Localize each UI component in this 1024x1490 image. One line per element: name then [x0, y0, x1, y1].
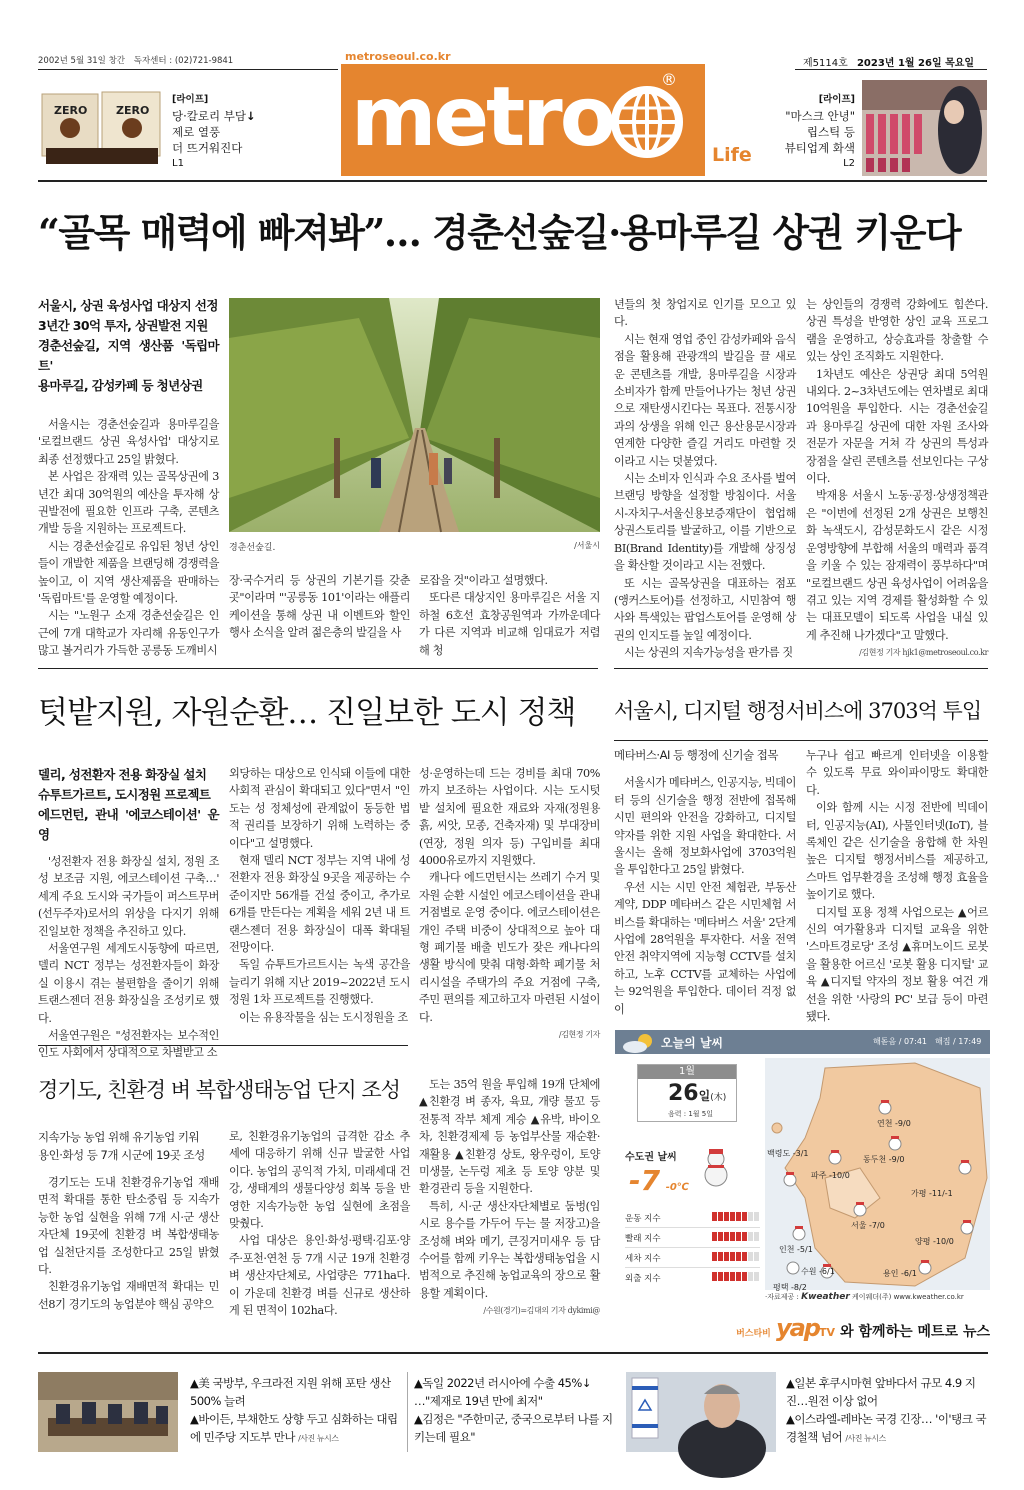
article4-col2: [229, 1128, 410, 1318]
paragraph: 박재용 서울시 노동·공정·상생정책관은 "이번에 선정된 2개 상권은 보행친화 녹색도시, 감성문화도시 같은 시정 운영방향에 부합해 서울의 매력과 품격을 키울 수 있는 잠재력이 풍부하다"며 "로컬브랜드 상권 육성사업이 어려움을 겪고 있는 지역 경제를 활성화할 수 있는 대표모델이 되도록 사업을 내실 있게 추진해 나가겠다"고 말했다.: [806, 489, 988, 642]
teaser-left-line3: 더 뜨거워진다: [172, 141, 243, 155]
bottom-divider-1: [407, 1372, 408, 1452]
paragraph: 외당하는 대상으로 인식돼 이들에 대한 사회적 관심이 확대되고 있다"면서 "인도는 성 정체성에 관계없이 동등한 법적 권리를 보장하기 위해 노력하는 중이다"고 설명했다.: [229, 767, 410, 850]
paragraph: 시는 경춘선숲길로 유입된 청년 상인들이 개발한 제품을 브랜딩해 경쟁력을 높이고, 이 지역 생산제품을 판매하는 '독립마트'를 운영할 예정이다.: [38, 539, 219, 606]
bottom-news-right[interactable]: [786, 1374, 990, 1448]
article4-subhead-1: 지속가능 농업 위해 유기농업 키워: [38, 1130, 200, 1144]
metro-temp-unit: -0℃: [665, 1182, 689, 1193]
paragraph: 우선 시는 시민 안전 체험관, 부동산 계약, DDP 메타버스 같은 시민체험 서비스를 확대하는 '메타버스 서울' 2단계 사업에 28억원을 투자한다. 서울 전역 안전 취약지역에 지능형 CCTV를 설치하고, 노후 CCTV를 교체하는 사업에는 92억원을 투입한다. 데이터 걱정 없이: [614, 880, 796, 1016]
section-rule-1: [38, 668, 598, 669]
city-paju: [811, 1170, 850, 1181]
city-seoul: [851, 1220, 885, 1231]
city-temp: -3/1: [792, 1149, 809, 1158]
news-item-text: ▲바이든, 부채한도 상향 두고 심화하는 대립에 민주당 지도부 만나: [190, 1412, 398, 1444]
photo-credit: /사진 뉴시스: [298, 1434, 339, 1443]
founded-date: 2002년 5월 31일 창간: [38, 56, 126, 66]
article2-headline: 텃밭지원, 자원순환… 진일보한 도시 정책: [38, 695, 576, 731]
paragraph: 서울연구원 세계도시동향에 따르면, 델리 NCT 정부는 성전환자들이 화장실 이용시 겪는 불편함을 줄이기 위해 트랜스젠더 전용 화장실을 조성키로 했다.: [38, 942, 219, 1025]
sunrise: 해돋음 / 07:41: [873, 1037, 928, 1046]
index-bar: [712, 1212, 760, 1224]
city-name: 백령도: [767, 1149, 791, 1158]
article2-col3: [419, 765, 600, 1040]
city-temp: -5/1: [797, 1245, 813, 1254]
photo-caption: 경춘선숲길.: [229, 543, 276, 553]
photo-credit: /사진 뉴시스: [845, 1434, 886, 1443]
metro-logo[interactable]: [341, 64, 705, 176]
article3-headline: 서울시, 디지털 행정서비스에 3703억 투입: [614, 699, 982, 723]
city-baengnyeongdo: [767, 1148, 809, 1159]
paragraph: 로, 친환경유기농업의 급격한 감소 추세에 대응하기 위해 신규 발굴한 사업이다. 농업의 공익적 가치, 미래세대 건강, 생태계의 생물다양성 회복 등을 반영한 지속가능한 농업 실현에 초점을 맞췄다.: [229, 1130, 410, 1231]
city-name: 서울: [851, 1221, 867, 1230]
banner-tv: TV: [819, 1326, 836, 1339]
paragraph: 장·국수거리 등 상권의 기본기를 갖춘 곳"이라며 "'공릉동 101'이라는 애플리케이션을 통해 상권 내 이벤트와 할인 행사 소식을 알려 젊은층의 발길을 사: [229, 574, 410, 640]
paragraph: 특히, 시·군 생산자단체별로 둠벙(임시로 용수를 가두어 두는 물 저장고)을 조성해 벼와 메기, 큰징거미새우 등 담수어를 함께 키우는 복합생태농업을 시범적으로 추진해 농업교육의 장으로 활용할 계획이다.: [419, 1199, 600, 1300]
city-temp: -6/1: [819, 1267, 835, 1276]
logo-text: metro: [351, 70, 614, 165]
news-item: ▲일본 후쿠시마현 앞바다서 규모 4.9 지진…원전 이상 없어: [786, 1376, 976, 1408]
article1-col2: [229, 572, 410, 642]
city-name: 양평: [915, 1237, 931, 1246]
city-temp: -7/0: [869, 1221, 885, 1230]
paragraph: 캐나다 에드먼턴시는 쓰레기 수거 및 자원 순환 시설인 에코스테이션을 관내 거점별로 운영 중이다. 에코스테이션은 개인 주택 비중이 상대적으로 높아 대형 폐기물 배출 빈도가 잦은 캐나다의 생활 방식에 맞춰 대형·화학 폐기물 처리시설을 주택가의 주요 거점에 구축, 주민 편의를 제고하고자 마련된 시설이다.: [419, 871, 600, 1024]
city-suwon: [801, 1266, 835, 1277]
paragraph: 1차년도 예산은 상권당 최대 5억원 내외다. 2~3차년도에는 연차별로 최대 10억원을 투입한다. 시는 경춘선숲길과 용마루길 상권에 대한 자원 조사와 전문가 자문을 거쳐 각 상권의 특성과 장점을 살린 콘텐츠를 선보인다는 구상이다.: [806, 367, 988, 486]
index-row: [625, 1268, 760, 1288]
byline: /수원(경기)=김대의 기자 dykimi@: [483, 1306, 600, 1316]
article4-subhead-2: 용인·화성 등 7개 시군에 19곳 조성: [38, 1148, 205, 1162]
article4-col3: [419, 1076, 600, 1316]
news-item: ▲김정은 "주한미군, 중국으로부터 나를 지키는데 필요": [414, 1412, 613, 1444]
paragraph: 서울시가 메타버스, 인공지능, 빅데이터 등의 신기술을 행정 전반에 접목해 시민 편의와 안전을 강화하고, 디지털 약자를 위한 지원 사업을 확대한다. 서울시는 올해 정보화사업에 3703억원을 투입한다고 25일 밝혔다.: [614, 776, 796, 877]
index-row: [625, 1248, 760, 1268]
masthead-bottom-rule: [38, 180, 987, 182]
globe-icon: [609, 84, 685, 160]
weather-panel: [615, 1030, 990, 1308]
paragraph: 서울시는 경춘선숲길과 용마루길을 '로컬브랜드 상권 육성사업' 대상지로 최종 선정했다고 25일 밝혔다.: [38, 418, 219, 466]
banner-prefix: 버스타비: [736, 1329, 771, 1339]
city-gapyeong: [911, 1188, 953, 1199]
weekday: (木): [710, 1093, 727, 1103]
article1-subhead-2: 3년간 30억 투자, 상권발전 지원: [38, 318, 208, 333]
index-label: 빨래 지수: [625, 1233, 661, 1244]
paragraph: 현재 델리 NCT 정부는 지역 내에 성전환자 전용 화장실 9곳을 제공하는 수준이지만 56개를 건설 중이고, 추가로 6개를 만든다는 계획을 세워 2년 내 트랜스젠더 전용 화장실이 대폭 확대될 전망이다.: [229, 854, 410, 955]
paragraph: 이는 유용작물을 심는 도시정원을 조: [239, 1010, 408, 1024]
paragraph: 사업 대상은 용인·화성·평택·김포·양주·포천·연천 등 7개 시군 19개 친환경 벼 생산자단체로, 사업량은 771ha다. 이 가운데 친환경 벼를 신규로 생산하게 된 면적이 102ha다.: [229, 1234, 410, 1318]
byline: /김현정 기자: [558, 1030, 600, 1040]
weather-map: [765, 1058, 990, 1290]
banner-title: 와 함께하는 메트로 뉴스: [840, 1324, 990, 1340]
paragraph: 는 상인들의 경쟁력 강화에도 힘쓴다. 상권 특성을 반영한 상인 교육 프로그램을 운영하고, 상승효과를 창출할 수 있는 상인 조직화도 지원한다.: [806, 298, 988, 364]
news-item-text: ▲이스라엘-레바논 국경 긴장… '이'탱크 국경철책 넘어: [786, 1412, 987, 1444]
city-name: 동두천: [863, 1155, 887, 1164]
teaser-right-page: L2: [843, 158, 855, 169]
weather-header: [615, 1030, 990, 1054]
registered-mark: ®: [661, 70, 677, 89]
article1-subhead-3: 경춘선숲길, 지역 생산품 '독립마트': [38, 338, 219, 373]
city-temp: -10/0: [933, 1237, 954, 1246]
metro-weather-label: 수도권 날씨: [625, 1152, 677, 1163]
teaser-right-line1: "마스크 안녕": [785, 109, 855, 123]
city-yongin: [883, 1268, 917, 1279]
paragraph: 디지털 포용 정책 사업으로는 ▲어르신의 여가활용과 디지털 교육을 위한 '스마트경로당' 조성 ▲휴머노이드 로봇을 활용한 어르신 '로봇 활용 디지털' 교육 ▲디지털 약자의 정보 활용 여건 개선을 위한 '사랑의 PC' 보급 등이 마련됐다.: [806, 905, 988, 1024]
teaser-left[interactable]: [172, 92, 256, 172]
article1-col5: [806, 296, 988, 658]
city-name: 연천: [877, 1119, 893, 1128]
date-card: [637, 1064, 737, 1122]
issue-info: [803, 54, 974, 69]
news-item: ▲독일 2022년 러시아에 수출 45%↓ …"제재로 19년 만에 최저": [414, 1376, 591, 1408]
weather-source: [765, 1292, 990, 1302]
masthead-right-rule: [795, 69, 987, 70]
index-bar: [712, 1272, 760, 1284]
city-yangpyeong: [915, 1236, 954, 1247]
masthead-founded: [38, 54, 233, 66]
paragraph: 또 시는 골목상권을 대표하는 점포(앵커스토어)를 선정하고, 시민참여 행사와 특색있는 팝업스토어를 운영해 상권의 인지도를 높일 예정이다.: [614, 576, 796, 642]
article1-headline: “골목 매력에 빠져봐”… 경춘선숲길·용마루길 상권 키운다: [38, 210, 961, 255]
paragraph: 또다른 대상지인 용마루길은 서울 지하철 6호선 효창공원역과 가까운데다가 다른 지역과 비교해 임대료가 저렴해 청: [419, 591, 600, 657]
paragraph: 로잡을 것"이라고 설명했다.: [419, 574, 548, 587]
city-temp: -9/0: [888, 1155, 905, 1164]
article3-col1: [614, 747, 796, 1017]
city-temp: -9/0: [895, 1119, 911, 1128]
section-rule-1b: [614, 668, 988, 669]
article3-rule: [614, 740, 988, 741]
news-item: ▲美 국방부, 우크라전 지원 위해 포탄 생산 500% 늘려: [190, 1376, 391, 1408]
sunset: 해짐 / 17:49: [935, 1037, 982, 1046]
teaser-right-image: [862, 80, 987, 176]
city-name: 파주: [811, 1171, 827, 1180]
svg-text:ZERO: ZERO: [116, 104, 150, 117]
article2-subhead-2: 슈투트가르트, 도시정원 프로젝트: [38, 787, 211, 802]
city-temp: -11/-1: [929, 1189, 953, 1198]
teaser-right[interactable]: [765, 92, 855, 172]
teaser-left-tag: [라이프]: [172, 94, 209, 105]
site-url[interactable]: metroseoul.co.kr: [345, 50, 451, 63]
metro-temp: [629, 1164, 689, 1197]
issue-date: 2023년 1월 26일 목요일: [856, 58, 975, 69]
city-name: 수원: [801, 1267, 817, 1276]
city-name: 인천: [779, 1245, 795, 1254]
paragraph: 시는 소비자 인식과 수요 조사를 벌여 브랜딩 방향을 설정할 방침이다. 서울시-자치구-서울신용보증재단이 협업해 상권스토리를 발굴하고, 이를 기반으로 BI(Brand Identity)를 개발해 상징성을 확산할 것이라고 시는 전했다.: [614, 472, 796, 573]
index-label: 운동 지수: [625, 1213, 661, 1224]
teaser-left-page: L1: [172, 158, 184, 169]
city-temp: -10/0: [829, 1171, 850, 1180]
teaser-left-line2: 제로 열풍: [172, 125, 221, 139]
city-yeoncheon: [877, 1118, 911, 1129]
down-arrow-icon: ↓: [245, 109, 256, 123]
article4-col1: [38, 1128, 219, 1311]
paragraph: 이와 함께 시는 시정 전반에 빅데이터, 인공지능(AI), 사물인터넷(IoT), 블록체인 같은 신기술을 융합해 한 차원 높은 디지털 행정서비스를 제공하고, 스마트 업무환경을 조성해 행정 효율을 높이기로 했다.: [806, 801, 988, 902]
teaser-left-image: [40, 88, 162, 168]
index-row: [625, 1208, 760, 1228]
city-name: 용인: [883, 1269, 899, 1278]
masthead-left-rule: [38, 69, 338, 70]
city-temp: -6/1: [901, 1269, 917, 1278]
article1-col1: [38, 296, 219, 658]
bottom-photo-right: [626, 1372, 776, 1452]
article2-subhead-1: 델리, 성전환자 전용 화장실 설치: [38, 767, 207, 782]
article3-col2: [806, 747, 988, 1024]
city-name: 가평: [911, 1189, 927, 1198]
yap-logo: yap: [775, 1314, 819, 1342]
paragraph: 시는 현재 영업 중인 감성카페와 음식점을 활용해 관광객의 발길을 끌 새로운 콘텐츠를 개발, 용마루길을 시장과 소비자가 함께 만들어나가는 청년 상권으로 재탄생시킨다는 목표다. 전통시장과의 상생을 위해 인근 용산용문시장과 연계한 다양한 즐길 거리도 마련할 것이라고 시는 덧붙였다.: [614, 332, 796, 468]
issue-number: 제5114호: [803, 58, 848, 69]
city-dongducheon: [863, 1154, 905, 1165]
city-temp: -8/2: [791, 1283, 807, 1292]
article1-col4: [614, 296, 796, 660]
paragraph: 누구나 쉽고 빠르게 인터넷을 이용할 수 있도록 무료 와이파이망도 확대한다.: [806, 749, 988, 797]
paragraph: 도는 35억 원을 투입해 19개 단체에 ▲친환경 벼 종자, 육묘, 개량 물꼬 등 전통적 작부 체계 계승 ▲유박, 바이오차, 친환경제제 등 농업부산물 재순환·재활용 ▲친환경 상토, 왕우렁이, 토양미생물, 논두렁 제초 등 토양 양분 및 환경관리 등을 지원한다.: [419, 1078, 600, 1196]
reader-center: 독자센터 : (02)721-9841: [133, 56, 234, 66]
index-bar: [712, 1252, 760, 1264]
index-bar: [712, 1232, 760, 1244]
paragraph: 친환경유기농업 재배면적 확대는 민선8기 경기도의 농업분야 핵심 공약으: [38, 1280, 219, 1311]
article1-photo-caption: [229, 540, 600, 553]
paragraph: 경기도는 도내 친환경유기농업 재배면적 확대를 통한 탄소중립 등 지속가능한 농업 실현을 위해 7개 시·군 생산자단체 19곳에 친환경 벼 복합생태농업 실천단지를 조성한다고 25일 밝혔다.: [38, 1176, 219, 1277]
weather-title: 오늘의 날씨: [661, 1036, 724, 1050]
weather-indices: [625, 1208, 760, 1288]
article2-col1: [38, 765, 219, 1060]
index-label: 세차 지수: [625, 1253, 661, 1264]
banner-rule: [38, 1352, 988, 1354]
date-day-unit: 일: [698, 1089, 711, 1103]
svg-text:ZERO: ZERO: [54, 104, 88, 117]
photo-credit: /서울시: [574, 541, 600, 550]
paragraph: 독일 슈투트가르트시는 녹색 공간을 늘리기 위해 지난 2019~2022년 도시정원 1차 프로젝트를 진행했다.: [229, 958, 410, 1007]
paragraph: 서울연구원은 "성전환자는 보수적인 인도 사회에서 상대적으로 차별받고 소: [38, 1029, 219, 1060]
section-life: Life: [712, 144, 752, 166]
section-rule-2: [38, 1045, 408, 1046]
byline: /김현정 기자 hjk1@metroseoul.co.kr: [859, 648, 988, 658]
paragraph: 본 사업은 잠재력 있는 골목상권에 3년간 최대 30억원의 예산을 투자해 상권발전에 필요한 인프라 구축, 콘텐츠 개발 등을 지원하는 프로젝트다.: [38, 470, 219, 536]
city-name: 평택: [773, 1283, 789, 1292]
snowman-icon: [699, 1148, 733, 1192]
teaser-right-line2: 립스틱 등: [806, 125, 855, 139]
index-row: [625, 1228, 760, 1248]
source-label: ·자료제공 :: [765, 1293, 799, 1301]
article1-photo: [229, 298, 600, 532]
paragraph: 시는 상권의 지속가능성을 판가름 짓: [624, 646, 793, 660]
article3-subhead: 메타버스·AI 등 행정에 신기술 접목: [614, 748, 778, 762]
kweather-logo: Kweather: [801, 1292, 850, 1302]
metro-temp-value: -7: [629, 1164, 661, 1197]
news-item: [786, 1410, 990, 1448]
cloud-sun-icon: [619, 1032, 659, 1058]
paragraph: 성·운영하는데 드는 경비를 최대 70%까지 보조하는 사업이다. 시는 도시텃밭 설치에 필요한 재료와 자재(정원용 흙, 씨앗, 모종, 건축자재) 및 부대장비(연장, 정원 의자 등) 구입비를 최대 4000유로까지 지원했다.: [419, 767, 600, 868]
lunar-date: 음력 : 1월 5일: [668, 1110, 713, 1118]
date-day: [668, 1081, 726, 1106]
paragraph: 년들의 첫 창업지로 인기를 모으고 있다.: [614, 298, 796, 329]
article1-subhead-4: 용마루길, 감성카페 등 청년상권: [38, 378, 203, 393]
article2-subhead-3: 에드먼턴, 관내 '에코스테이션' 운영: [38, 807, 219, 842]
article4-headline: 경기도, 친환경 벼 복합생태농업 단지 조성: [38, 1078, 400, 1102]
paragraph: 시는 "노원구 소재 경춘선숲길은 인근에 7개 대학교가 자리해 유동인구가 많고 볼거리가 가득한 공릉동 도깨비시: [38, 609, 219, 658]
date-day-number: 26: [668, 1081, 699, 1106]
date-month: 1월: [638, 1065, 736, 1079]
bottom-news-middle[interactable]: [414, 1374, 614, 1446]
city-incheon: [779, 1244, 813, 1255]
article2-col2: [229, 765, 410, 1031]
news-item: [190, 1410, 400, 1448]
paragraph: '성전환자 전용 화장실 설치, 정원 조성 보조금 지원, 에코스테이션 구축…' 세계 주요 도시와 국가들이 퍼스트무버(선두주자)로서의 위상을 다지기 위해 진일보한 정책을 추진하고 있다.: [38, 855, 219, 938]
provider-name: 케이웨더(주): [852, 1293, 892, 1301]
news-banner: [700, 1314, 990, 1342]
bottom-news-left[interactable]: [190, 1374, 400, 1448]
teaser-right-tag: [라이프]: [818, 94, 855, 105]
article1-col3: [419, 572, 600, 657]
provider-url[interactable]: www.kweather.co.kr: [893, 1293, 964, 1301]
bottom-photo-left: [38, 1372, 178, 1452]
teaser-left-line1: 당·칼로리 부담: [172, 109, 246, 123]
index-label: 외출 지수: [625, 1274, 661, 1284]
teaser-right-line3: 뷰티업계 화색: [784, 141, 855, 155]
article1-subhead-1: 서울시, 상권 육성사업 대상지 선정: [38, 298, 218, 313]
